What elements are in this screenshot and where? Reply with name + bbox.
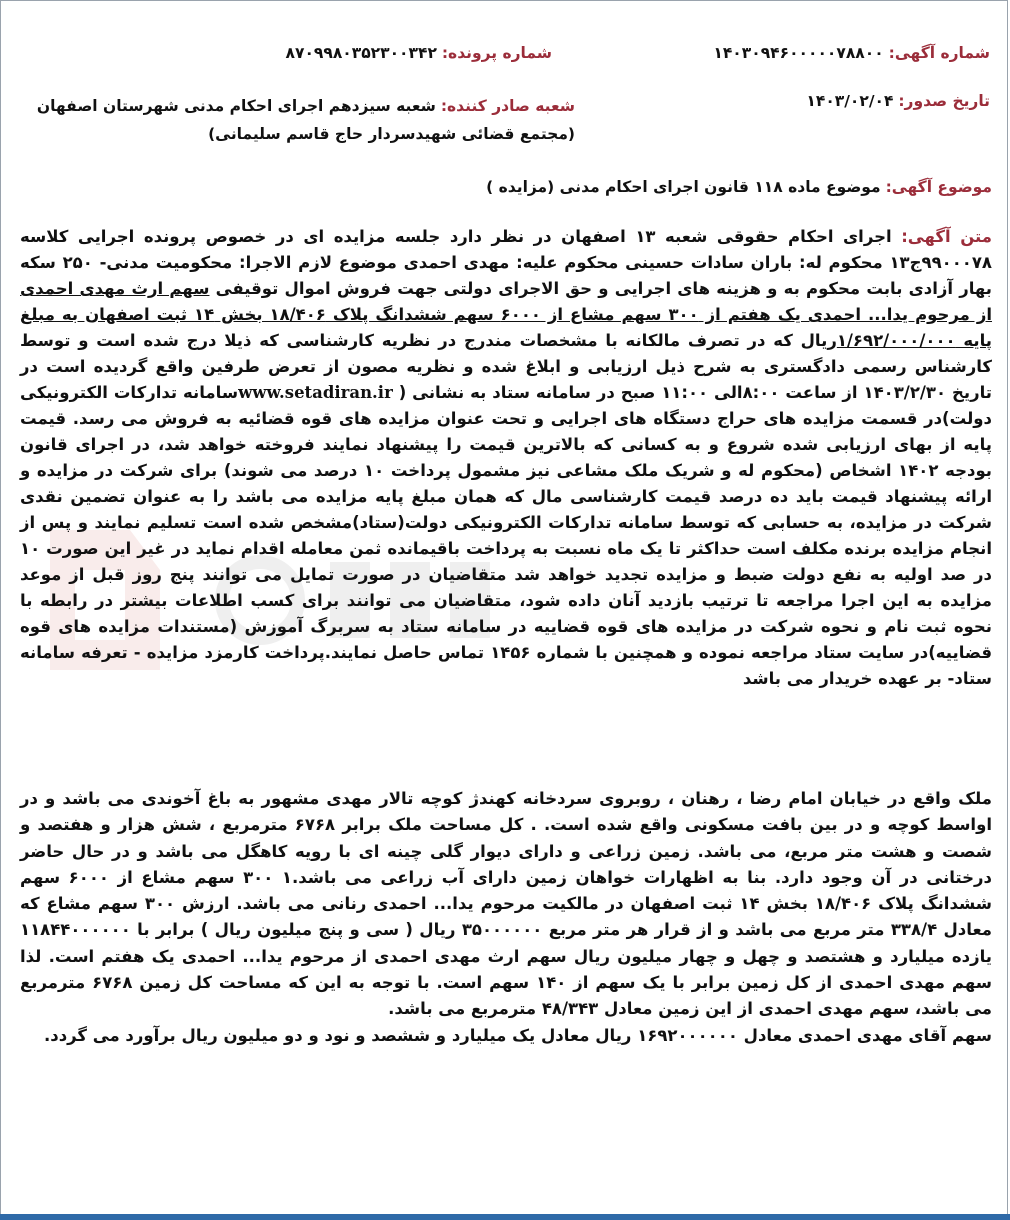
issuer-field bbox=[15, 92, 575, 148]
case-number-label: شماره پرونده: bbox=[441, 44, 552, 62]
subject-field bbox=[486, 178, 992, 196]
issuer-value: شعبه سیزدهم اجرای احکام مدنی شهرستان اصفهان (مجتمع قضائی شهیدسردار حاج قاسم سلیمانی) bbox=[36, 97, 575, 143]
case-number-value: ۸۷۰۹۹۸۰۳۵۲۳۰۰۳۴۲ bbox=[285, 44, 437, 62]
property-paragraph: ملک واقع در خیابان امام رضا ، رهنان ، روبروی سردخانه کهندژ کوچه تالار مهدی مشهور به باغ آخوندی می باشد و در اواسط کوچه و در بین بافت مسکونی واقع شده است. . کل مساحت ملک برابر ۶۷۶۸ مترمربع ، شش هزار و هفتصد و شصت و هشت متر مربع، می باشد. زمین زراعی و دارای دیوار گلی چینه ای با رویه کاهگل می باشد و در حال حاضر درختانی در آن وجود دارد. بنا به اظهارات خواهان زمین دارای آب زراعی می باشد.۱ ۳۰۰ سهم مشاع از ۶۰۰۰ سهم ششدانگ پلاک ۱۸/۴۰۶ بخش ۱۴ ثبت اصفهان در مالکیت مرحوم یدا... احمدی رنانی می باشد. ارزش ۳۰۰ سهم مشاع که معادل ۳۳۸/۴ متر مربع می باشد و از قرار هر متر مربع ۳۵۰۰۰۰۰۰ ریال ( سی و پنج میلیون ریال ) برابر با ۱۱۸۴۴۰۰۰۰۰۰ یازده میلیارد و هشتصد و چهل و چهار میلیون ریال سهم ارث مهدی احمدی از مرحوم یدا... احمدی یک هفتم است. لذا سهم مهدی احمدی از کل زمین برابر با یک سهم از ۱۴۰ سهم است. با توجه به این که مساحت کل زمین ۶۷۶۸ مترمربع می باشد، سهم مهدی احمدی از این زمین معادل ۴۸/۳۴۳ مترمربع می باشد. bbox=[20, 789, 992, 1019]
body-label: متن آگهی: bbox=[901, 227, 992, 246]
issue-date-field bbox=[806, 92, 990, 110]
ad-number-field bbox=[713, 44, 990, 62]
issue-date-label: تاریخ صدور: bbox=[898, 92, 990, 110]
subject-label: موضوع آگهی: bbox=[885, 178, 992, 196]
ad-number-label: شماره آگهی: bbox=[888, 44, 990, 62]
valuation-paragraph: سهم آقای مهدی احمدی معادل ۱۶۹۲۰۰۰۰۰۰ ریال معادل یک میلیارد و ششصد و نود و دو میلیون ریال برآورد می گردد. bbox=[43, 1025, 992, 1045]
issue-date-value: ۱۴۰۳/۰۲/۰۴ bbox=[806, 92, 894, 110]
issuer-label: شعبه صادر کننده: bbox=[440, 97, 575, 115]
case-number-field bbox=[286, 44, 552, 62]
setad-website-link[interactable]: www.setadiran.ir bbox=[238, 383, 393, 402]
bottom-bar bbox=[0, 1214, 1010, 1220]
notice-body bbox=[20, 224, 992, 692]
body-part-3: سامانه تدارکات الکترونیکی دولت)در قسمت مزایده های حراج دستگاه های اجرایی و تحت عنوان مزایده های قوه قضائیه به فروش می رسد. قیمت پایه از بهای ارزیابی شده شروع و به کسانی که بالاترین قیمت را پیشنهاد نمایند فروخته خواهد شد، در اجرای قانون بودجه ۱۴۰۲ اشخاص (محکوم له و شریک ملک مشاعی نیز مشمول پرداخت ۱۰ درصد می شوند) برای شرکت در مزایده و ارائه پیشنهاد قیمت باید ده درصد قیمت کارشناسی مال که همان مبلغ پایه مزایده می باشد را به عنوان تضمین نقدی شرکت در مزایده، به حسابی که توسط سامانه تدارکات الکترونیکی دولت(ستاد)مشخص شده است تسلیم نمایند و پس از انجام مزایده برنده مکلف است حداکثر تا یک ماه نسبت به پرداخت باقیمانده ثمن معامله اقدام نماید در غیر این صورت ۱۰ در صد اولیه به نفع دولت ضبط و مزایده تجدید خواهد شد متقاضیان در صورت تمایل می توانند پنج روز قبل از موعد مزایده به این اجرا مراجعه تا ترتیب بازدید آنان داده شود، متقاضیان می توانند برای کسب اطلاعات بیشتر در رابطه با نحوه ثبت نام و نحوه شرکت در مزایده های قوه قضاییه در سامانه ستاد به سربرگ آموزش (مستندات مزایده های قوه قضاییه)در سایت ستاد مراجعه نموده و همچنین با شماره ۱۴۵۶ تماس حاصل نمایند.پرداخت کارمزد مزایده - تعرفه سامانه ستاد- بر عهده خریدار می باشد bbox=[20, 383, 992, 688]
property-share-description: سهم ارث مهدی احمدی از مرحوم یدا... احمدی یک هفتم از ۳۰۰ سهم مشاع از ۶۰۰۰ سهم ششدانگ پلاک ۱۸/۴۰۶ بخش ۱۴ ثبت اصفهان به مبلغ پایه ۱/۶۹۲/۰۰۰/۰۰۰ bbox=[20, 279, 992, 350]
subject-value: موضوع ماده ۱۱۸ قانون اجرای احکام مدنی (مزایده ) bbox=[486, 178, 881, 196]
body-part-1: اجرای احکام حقوقی شعبه ۱۳ اصفهان در نظر دارد جلسه مزایده ای در خصوص پرونده اجرایی کلاسه ۹۹۰۰۰۷۸ج۱۳ محکوم له: باران سادات حسینی محکوم علیه: مهدی احمدی موضوع لازم الاجرا: محکومیت مدنی- ۲۵۰ سکه بهار آزادی بابت محکوم به و هزینه های اجرایی و حق الاجرای دولتی جهت فروش اموال توقیفی bbox=[20, 227, 992, 298]
ad-number-value: ۱۴۰۳۰۹۴۶۰۰۰۰۰۷۸۸۰۰ bbox=[713, 44, 884, 62]
body-part-2: ریال که در تصرف مالکانه با مشخصات مندرج در نظریه کارشناسی که ذیلا درج شده است و توسط کارشناس رسمی دادگستری به شرح ذیل ارزیابی و ابلاغ شده و نظریه مصون از تعرض طرفین واقع گردیده است در تاریخ ۱۴۰۳/۲/۳۰ از ساعت ۸:۰۰الی ۱۱:۰۰ صبح در سامانه ستاد به نشانی ( bbox=[20, 331, 992, 402]
property-description bbox=[20, 786, 992, 1049]
